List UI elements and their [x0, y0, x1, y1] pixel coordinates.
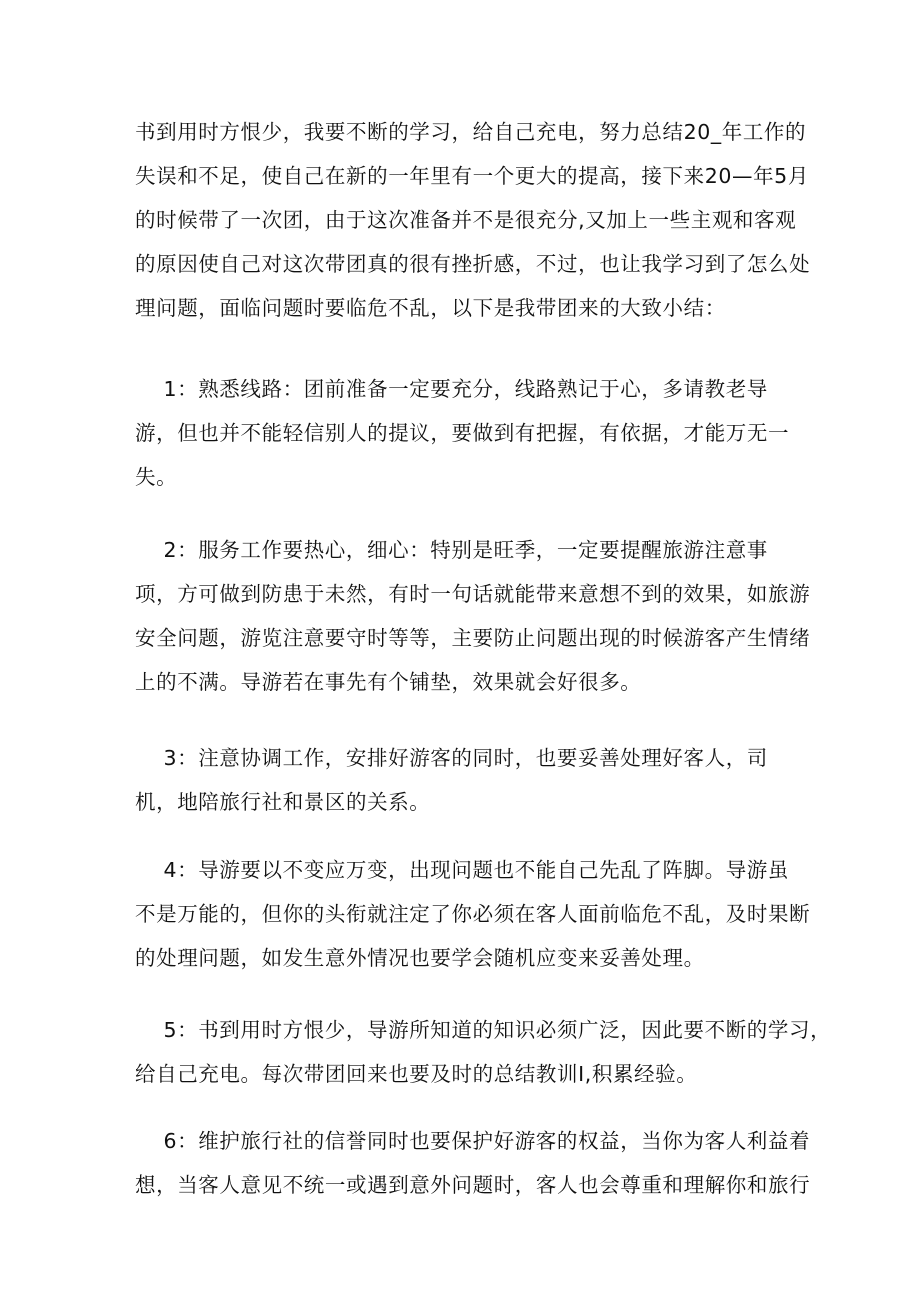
text-line: 理问题，面临问题时要临危不乱，以下是我带团来的大致小结：	[135, 296, 726, 320]
text-line: 2：服务工作要热心，细心：特别是旺季，一定要提醒旅游注意事	[135, 538, 768, 562]
paragraph-item-5	[135, 1008, 832, 1096]
text-line: 项，方可做到防患于未然，有时一句话就能带来意想不到的效果，如旅游	[135, 582, 811, 606]
paragraph-item-1	[135, 367, 790, 499]
text-line: 机，地陪旅行社和景区的关系。	[135, 790, 431, 814]
paragraph-item-4	[135, 848, 811, 980]
text-line: 5：书到用时方恨少，导游所知道的知识必须广泛，因此要不断的学习，	[135, 1018, 832, 1042]
paragraph-item-6	[135, 1119, 811, 1207]
paragraph-intro	[135, 110, 811, 330]
text-line: 1：熟悉线路：团前准备一定要充分，线路熟记于心，多请教老导	[135, 377, 768, 401]
paragraph-item-3	[135, 736, 790, 824]
text-line: 书到用时方恨少，我要不断的学习，给自己充电，努力总结20_年工作的	[135, 120, 807, 144]
text-line: 失误和不足，使自己在新的一年里有一个更大的提高，接下来20—年5月	[135, 164, 809, 188]
text-line: 失。	[135, 465, 178, 489]
text-line: 的时候带了一次团，由于这次准备并不是很充分,又加上一些主观和客观	[135, 208, 797, 232]
text-line: 想，当客人意见不统一或遇到意外问题时，客人也会尊重和理解你和旅行	[135, 1173, 811, 1197]
text-line: 游，但也并不能轻信别人的提议，要做到有把握，有依据，才能万无一	[135, 421, 790, 445]
text-line: 上的不满。导游若在事先有个铺垫，效果就会好很多。	[135, 670, 642, 694]
text-line: 给自己充电。每次带团回来也要及时的总结教训I,积累经验。	[135, 1062, 698, 1086]
text-line: 的处理问题，如发生意外情况也要学会随机应变来妥善处理。	[135, 946, 705, 970]
text-line: 的原因使自己对这次带团真的很有挫折感，不过，也让我学习到了怎么处	[135, 252, 811, 276]
text-line: 安全问题，游览注意要守时等等，主要防止问题出现的时候游客产生情绪	[135, 626, 811, 650]
text-line: 3：注意协调工作，安排好游客的同时，也要妥善处理好客人，司	[135, 746, 768, 770]
text-line: 不是万能的，但你的头衔就注定了你必须在客人面前临危不乱，及时果断	[135, 902, 811, 926]
text-line: 4：导游要以不变应万变，出现问题也不能自己先乱了阵脚。导游虽	[135, 858, 790, 882]
text-line: 6：维护旅行社的信誉同时也要保护好游客的权益，当你为客人利益着	[135, 1129, 811, 1153]
paragraph-item-2	[135, 528, 811, 704]
